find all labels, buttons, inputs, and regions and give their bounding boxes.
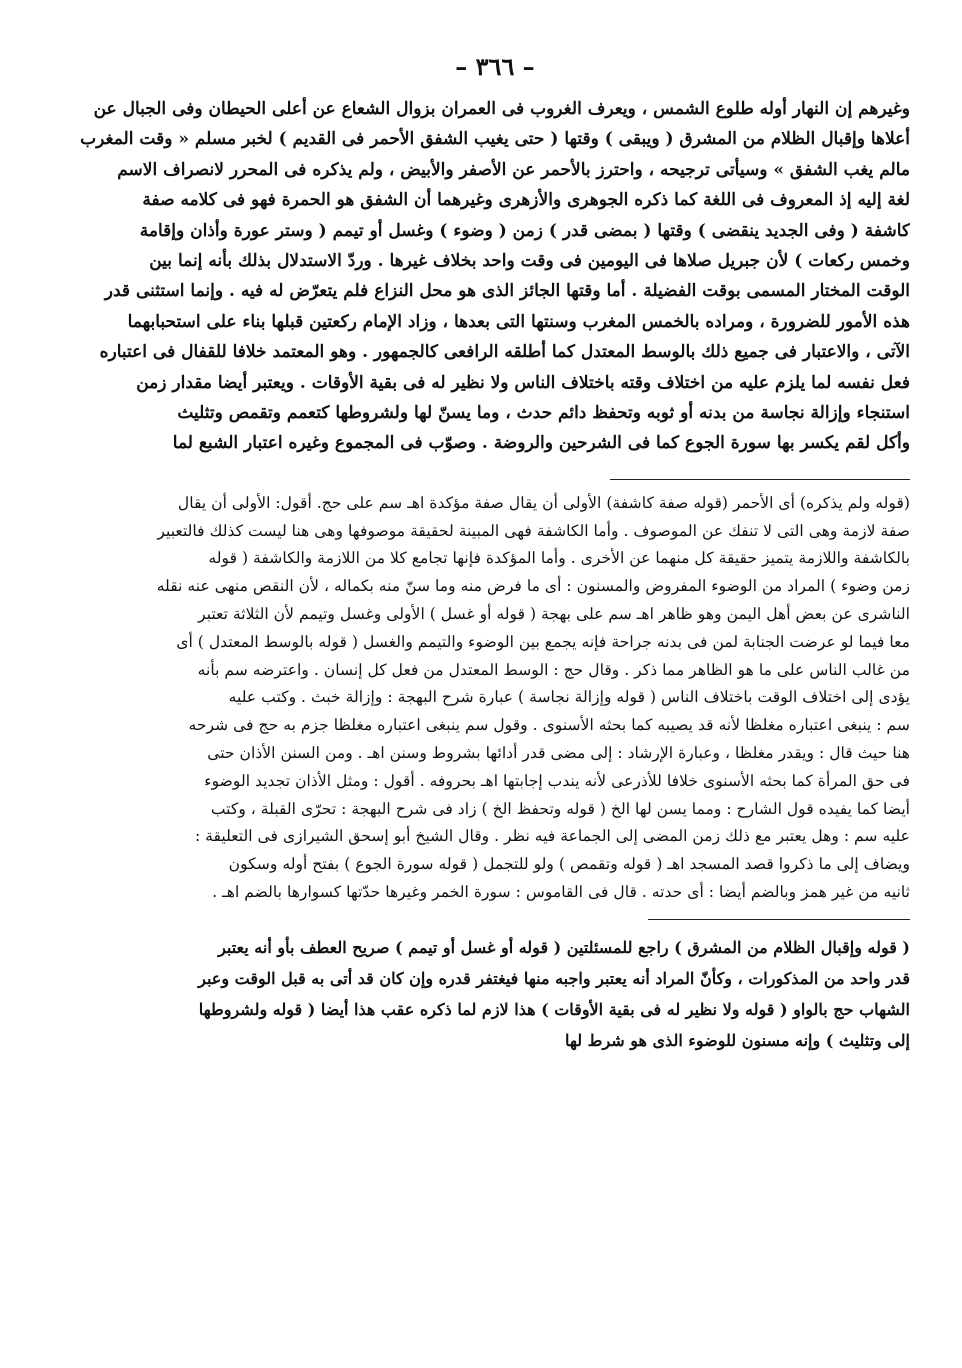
commentary-line: ويضاف إلى ما ذكروا قصد المسجد اهـ ( قوله وتقمص ) ولو للتجمل ( قوله سورة الجوع ) بفتح أوله وسكون xyxy=(228,855,910,874)
commentary-line: ثانيه من غير همز وبالضم أيضا : أى حدته . قال فى القاموس : سورة الخمر وغيرها حدّتها كسوارها بالضم اهـ . xyxy=(212,883,910,902)
main-line: فعل نفسه لما يلزم عليه من اختلاف وقته باختلاف الناس ولا نظير له فى بقية الأوقات . ويعتبر أيضا مقدار زمن xyxy=(136,372,910,393)
section-divider xyxy=(610,479,910,480)
commentary-line: أيضا كما يفيده قول الشارح : ومما يسن لها الخ ( قوله وتحفظ الخ ) زاد فى شرح البهجة : تحرّى القبلة ، وكتب xyxy=(210,799,910,818)
main-line: هذه الأمور للضرورة ، ومراده بالخمس المغرب وسنتها التى بعدها ، وزاد الإمام ركعتين قبلها بناء على استحبابهما xyxy=(127,311,910,332)
main-line: وغيرهم إن النهار أوله طلوع الشمس ، ويعرف الغروب فى العمران بزوال الشعاع عن أعلى الحيطان وفى الجبال عن xyxy=(93,99,910,119)
commentary-line: فى حق المرأة كما بحثه الأسنوى خلافا للأذرعى لأنه يندب إجابتها اهـ بحروفه . أقول : ومثل الأذان تجديد الوضوء xyxy=(204,771,910,790)
commentary-line: معا فيما لو عرضت الجنابة لمن فى بدنه جراحة فإنه يجمع بين الوضوء والتيمم والغسل ( قوله بالوسط المعتدل ) أى xyxy=(176,632,910,651)
commentary-line: (قوله ولم يذكره) أى الأحمر (قوله صفة كاشفة) الأولى أن يقال صفة مؤكدة اهـ سم على حج. أقول: الأولى أن يقال xyxy=(177,493,910,512)
marginal-line: ( قوله وإقبال الظلام من المشرق ) راجع للمسئلتين ( قوله أو غسل أو تيمم ) صريح العطف بأو أنه يعتبر xyxy=(218,937,910,957)
commentary-line: زمن وضوء ) المراد من الوضوء المفروض والمسنون : أى ما فرض منه وما سنّ منه بكماله ، لأن النقص منهى عنه نقله xyxy=(156,577,910,596)
book-page xyxy=(80,52,910,1056)
main-line: استنجاء وإزالة نجاسة من بدنه أو ثوبه وتحفظ دائم حدث ، وما يسنّ لها ولشروطها كتعمم وتقمص وتثليث xyxy=(177,403,910,424)
marginal-line: الشهاب حج بالواو ( قوله ولا نظير له فى بقية الأوقات ) هذا لازم لما ذكره عقب هذا أيضا ( قوله ولشروطها xyxy=(198,999,910,1019)
marginal-line: قدر واحد من المذكورات ، وكأنّ المراد أنه يعتبر واجبه منها فيغتفر قدره وإن كان قد أتى به قبل الوقت وعبر xyxy=(198,968,910,988)
commentary-line: بالكاشفة واللازمة يتميز حقيقة كل منهما عن الأخرى . وأما المؤكدة فإنها تجامع كلا من اللازمة والكاشفة ( قوله xyxy=(208,549,910,568)
main-line: أعلاها وإقبال الظلام من المشرق ( ويبقى ) وقتها ( حتى يغيب الشفق الأحمر فى القديم ) لخبر مسلم « وقت المغرب xyxy=(80,129,910,150)
main-line: وأكل لقم يكسر بها سورة الجوع كما فى الشرحين والروضة . وصوّب فى المجموع وغيره اعتبار الشبع لما xyxy=(172,433,910,454)
main-line: وخمس ركعات ) لأن جبريل صلاها فى اليومين فى وقت واحد بخلاف غيرها . وردّ الاستدلال بذلك بأنه إنما بين xyxy=(149,251,910,272)
section-divider xyxy=(648,919,910,920)
commentary-line: من غالب الناس على ما هو الظاهر مما ذكر . وقال حج : الوسط المعتدل من فعل كل إنسان . واعترضه سم بأنه xyxy=(197,660,910,679)
main-line: لغة إليه إذ المعروف فى اللغة كما ذكره الجوهرى والأزهرى وغيرهما أن الشفق هو الحمرة فهو فى كلامه صفة xyxy=(142,190,910,211)
marginal-line: إلى وتثليث ) وإنه مسنون للوضوء الذى هو شرط لها xyxy=(564,1030,910,1050)
main-line: الآتى ، والاعتبار فى جميع ذلك بالوسط المعتدل كما أطلقه الرافعى كالجمهور . وهو المعتمد خلافا للقفال فى اعتباره xyxy=(99,342,910,363)
commentary-line: هنا حيث قال : ويقدر مغلظا ، وعبارة الإرشاد : إلى مضى قدر أدائها بشروط وسنن اهـ . ومن السنن الأذان حتى xyxy=(207,744,910,763)
commentary-line: عليه سم : وهل يعتبر مع ذلك زمن المضى إلى الجماعة فيه نظر . وقال الشيخ أبو إسحق الشيرازى فى التعليقة : xyxy=(194,827,910,846)
commentary-line: يؤدى إلى اختلاف الوقت باختلاف الناس ( قوله وإزالة نجاسة ) عبارة شرح البهجة : وإزالة خبث . وكتب عليه xyxy=(228,688,910,707)
marginal-notes xyxy=(80,932,910,1056)
commentary-line: سم : ينبغى اعتباره مغلظا لأنه قد يصيبه كما بحثه الأسنوى . وقول سم ينبغى اعتباره مغلظا جزم به حج فى شرحه xyxy=(188,716,910,735)
main-line: الوقت المختار المسمى بوقت الفضيلة . أما وقتها الجائز الذى هو محل النزاع فلم يتعرّض له فيه . وإنما استثنى قدر xyxy=(104,281,910,302)
page-number: – ٣٦٦ – xyxy=(455,52,535,81)
commentary-text xyxy=(80,490,910,907)
main-line: مالم يغب الشفق » وسيأتى ترجيحه ، واحترز بالأحمر عن الأصفر والأبيض ، ولم يذكره فى المحرر لانصراف الاسم xyxy=(117,159,910,180)
commentary-line: صفة لازمة وهى التى لا تنفك عن الموصوف . وأما الكاشفة فهى المبينة لحقيقة موصوفها وهى هنا ليست كذلك فالتعبير xyxy=(157,521,910,540)
main-text xyxy=(80,94,910,459)
commentary-line: الناشرى عن بعض أهل اليمن وهو ظاهر اهـ سم على بهجة ( قوله أو غسل ) الأولى وغسل وتيمم لأن الثلاثة تعتبر xyxy=(198,605,910,624)
main-line: كاشفة ( وفى الجديد ينقضى ) وقتها ( بمضى قدر ) زمن ( وضوء ) وغسل أو تيمم ( وستر عورة وأذان وإقامة xyxy=(139,220,910,241)
